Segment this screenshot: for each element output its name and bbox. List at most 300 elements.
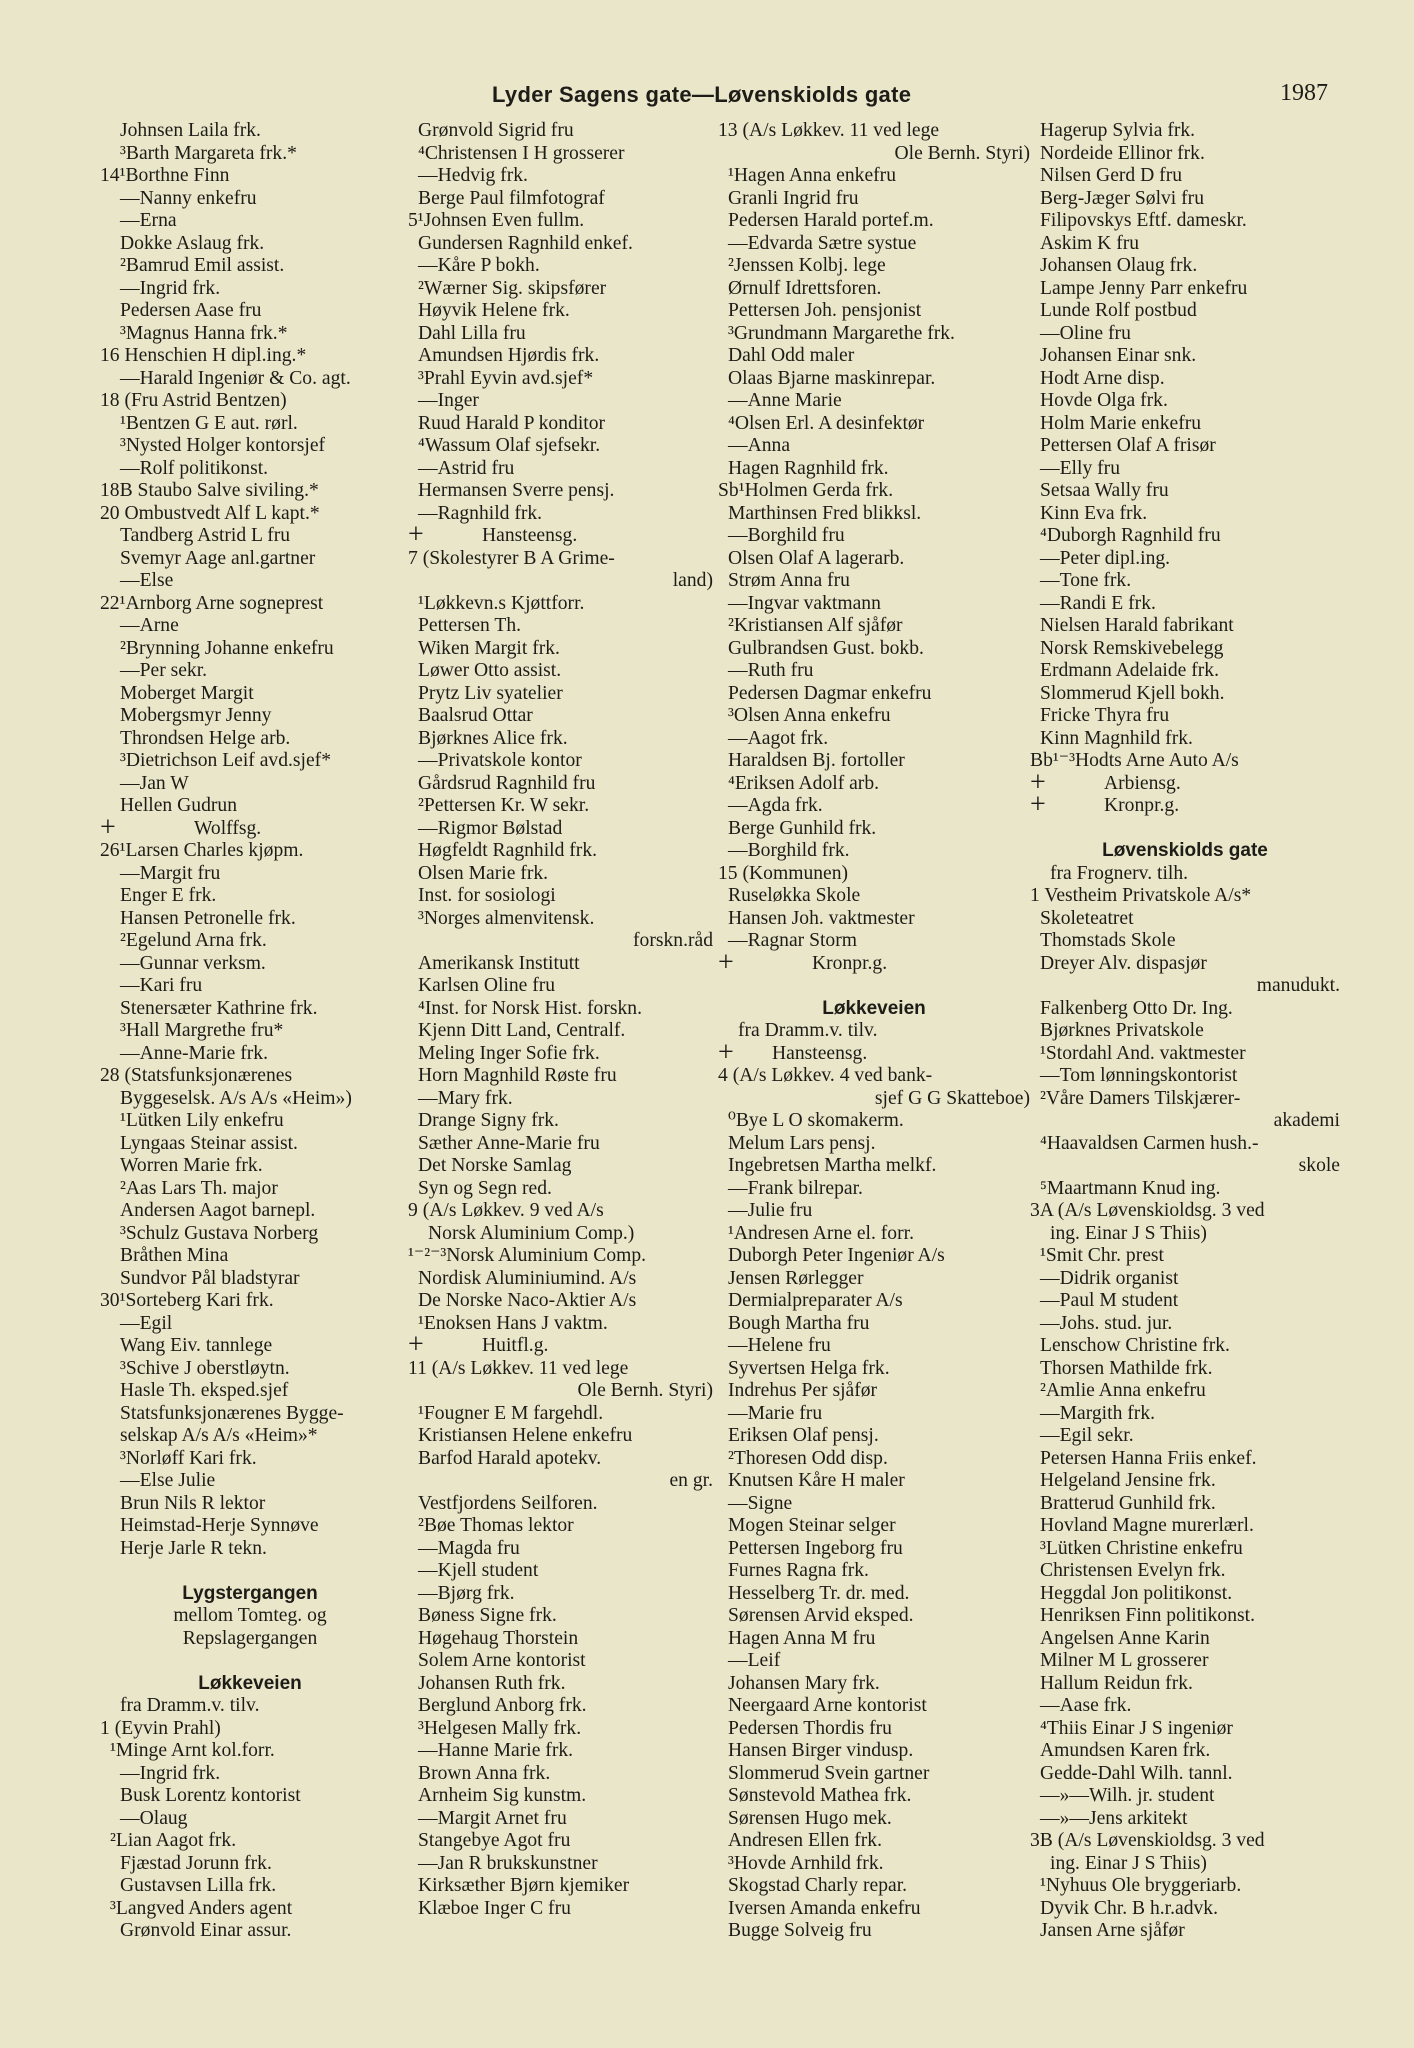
directory-entry: 1 (Eyvin Prahl)	[100, 1717, 221, 1739]
directory-entry: ¹⁻²⁻³Norsk Aluminium Comp.	[408, 1245, 647, 1266]
directory-entry: ²Lian Aagot frk.	[110, 1830, 237, 1851]
directory-entry: —Else Julie	[120, 1470, 216, 1491]
directory-entry: Høyvik Helene frk.	[418, 300, 570, 321]
directory-entry: Baalsrud Ottar	[418, 705, 533, 726]
directory-entry: Thorsen Mathilde frk.	[1040, 1357, 1213, 1379]
directory-entry: ²Aas Lars Th. major	[120, 1177, 278, 1199]
directory-entry: —Aagot frk.	[728, 727, 829, 749]
directory-entry: Norsk Aluminium Comp.)	[428, 1222, 635, 1244]
directory-entry: Haraldsen Bj. fortoller	[728, 750, 905, 771]
directory-entry: Sønstevold Mathea frk.	[728, 1785, 912, 1806]
directory-entry: Hermansen Sverre pensj.	[418, 480, 615, 501]
directory-entry: —Kåre P bokh.	[418, 255, 540, 276]
directory-entry: Statsfunksjonærenes Bygge-	[120, 1402, 344, 1424]
directory-entry: Grønvold Einar assur.	[120, 1920, 292, 1941]
cross-street-icon: +	[718, 1042, 734, 1065]
directory-entry: ²Bamrud Emil assist.	[120, 255, 285, 276]
directory-entry: Gundersen Ragnhild enkef.	[418, 232, 633, 254]
column-1	[100, 120, 400, 1943]
directory-entry: Slommerud Kjell bokh.	[1040, 682, 1225, 704]
street-heading: Løvenskiolds gate	[1102, 840, 1268, 861]
directory-entry: Berge Gunhild frk.	[728, 817, 877, 839]
directory-entry: ²Egelund Arna frk.	[120, 930, 267, 951]
directory-entry: —Gunnar verksm.	[120, 952, 266, 974]
entry-continuation: akademi	[1273, 1110, 1340, 1131]
cross-street-icon: +	[1030, 795, 1046, 818]
directory-entry: Gedde-Dahl Wilh. tannl.	[1040, 1762, 1233, 1784]
directory-entry: Askim K fru	[1040, 232, 1140, 254]
directory-entry: Hansen Joh. vaktmester	[728, 907, 915, 929]
directory-entry: Henriksen Finn politikonst.	[1040, 1605, 1255, 1626]
directory-entry: Høgfeldt Ragnhild frk.	[418, 840, 598, 861]
entry-continuation: Ole Bernh. Styri)	[894, 142, 1030, 164]
directory-entry: —»—Wilh. jr. student	[1040, 1785, 1215, 1806]
directory-entry: Neergaard Arne kontorist	[728, 1695, 927, 1716]
directory-entry: Wiken Margit frk.	[418, 637, 560, 659]
directory-entry: Syn og Segn red.	[418, 1177, 552, 1199]
directory-entry: 11 (A/s Løkkev. 11 ved lege	[408, 1357, 629, 1379]
directory-entry: ¹Enoksen Hans J vaktm.	[418, 1312, 608, 1334]
directory-entry: Johansen Einar snk.	[1040, 345, 1197, 366]
directory-entry: Filipovskys Eftf. dameskr.	[1040, 210, 1247, 231]
street-heading: Løkkeveien	[822, 997, 926, 1019]
directory-entry: Tandberg Astrid L fru	[120, 525, 291, 546]
directory-entry: —Rolf politikonst.	[120, 457, 269, 479]
directory-entry: ³Olsen Anna enkefru	[728, 705, 891, 726]
directory-entry: Hagen Anna M fru	[728, 1627, 876, 1649]
directory-entry: fra Dramm.v. tilv.	[120, 1695, 260, 1716]
directory-entry: Helgeland Jensine frk.	[1040, 1470, 1216, 1491]
directory-entry: 3A (A/s Løvenskioldsg. 3 ved	[1030, 1200, 1265, 1221]
directory-entry: Olaas Bjarne maskinrepar.	[728, 367, 936, 389]
directory-entry: —Tom lønningskontorist	[1040, 1065, 1238, 1086]
directory-entry: Hallum Reidun frk.	[1040, 1672, 1193, 1694]
cross-street-icon: +	[718, 952, 734, 975]
directory-entry: —Anne-Marie frk.	[120, 1042, 268, 1064]
directory-entry: Thomstads Skole	[1040, 930, 1176, 951]
directory-entry: Skoleteatret	[1040, 907, 1134, 929]
cross-street-label: Arbiensg.	[1104, 772, 1181, 794]
directory-entry: —Nanny enkefru	[120, 187, 257, 209]
directory-entry: —Aase frk.	[1040, 1695, 1132, 1716]
directory-entry: 13 (A/s Løkkev. 11 ved lege	[718, 120, 940, 141]
directory-entry: Bjørknes Privatskole	[1040, 1020, 1204, 1041]
directory-entry: —Johs. stud. jur.	[1040, 1312, 1173, 1334]
directory-entry: —Elly fru	[1040, 457, 1120, 479]
directory-entry: Hansen Birger vindusp.	[728, 1740, 914, 1761]
directory-entry: Worren Marie frk.	[120, 1155, 263, 1176]
directory-entry: —Randi E frk.	[1040, 592, 1156, 614]
directory-entry: —Signe	[728, 1492, 793, 1514]
directory-entry: ⁰Bye L O skomakerm.	[728, 1110, 904, 1131]
directory-entry: Iversen Amanda enkefru	[728, 1897, 921, 1919]
directory-entry: Sb¹Holmen Gerda frk.	[718, 480, 894, 501]
directory-entry: Bratterud Gunhild frk.	[1040, 1492, 1216, 1514]
directory-entry: Hagerup Sylvia frk.	[1040, 120, 1196, 141]
entry-continuation: forskn.råd	[633, 930, 713, 951]
directory-entry: ³Helgesen Mally frk.	[418, 1717, 582, 1739]
directory-entry: —Hanne Marie frk.	[418, 1740, 574, 1761]
directory-entry: Olsen Marie frk.	[418, 862, 549, 884]
directory-entry: —»—Jens arkitekt	[1040, 1807, 1188, 1829]
directory-entry: Dahl Lilla fru	[418, 322, 526, 344]
entry-continuation: skole	[1298, 1155, 1340, 1176]
directory-entry: Marthinsen Fred blikksl.	[728, 502, 922, 524]
directory-entry: Amerikansk Institutt	[418, 952, 580, 974]
directory-entry: ²Amlie Anna enkefru	[1040, 1380, 1206, 1401]
directory-entry: 4 (A/s Løkkev. 4 ved bank-	[718, 1065, 933, 1086]
directory-entry: —Egil sekr.	[1040, 1425, 1134, 1446]
directory-entry: ing. Einar J S Thiis)	[1050, 1852, 1207, 1874]
directory-entry: Brun Nils R lektor	[120, 1492, 266, 1514]
directory-entry: ⁴Olsen Erl. A desinfektør	[728, 412, 925, 434]
directory-entry: 18 (Fru Astrid Bentzen)	[100, 390, 287, 411]
directory-entry: Hovland Magne murerlærl.	[1040, 1515, 1254, 1536]
directory-entry: ¹Bentzen G E aut. rørl.	[120, 412, 298, 434]
directory-entry: —Hedvig frk.	[418, 165, 528, 186]
directory-entry: Andresen Ellen frk.	[728, 1830, 882, 1851]
directory-entry: Johansen Olaug frk.	[1040, 255, 1198, 276]
directory-entry: Lampe Jenny Parr enkefru	[1040, 277, 1248, 299]
directory-entry: Amundsen Hjørdis frk.	[418, 345, 600, 366]
directory-entry: ³Schulz Gustava Norberg	[120, 1222, 319, 1244]
directory-entry: ²Bøe Thomas lektor	[418, 1515, 574, 1536]
entry-continuation: land)	[672, 570, 713, 591]
directory-entry: 5¹Johnsen Even fullm.	[408, 210, 585, 231]
directory-entry: ¹Lütken Lily enkefru	[120, 1110, 284, 1131]
directory-entry: Milner M L grosserer	[1040, 1650, 1209, 1671]
directory-entry: 3B (A/s Løvenskioldsg. 3 ved	[1030, 1830, 1265, 1851]
directory-entry: —Julie fru	[728, 1200, 813, 1221]
directory-entry: ³Norløff Kari frk.	[120, 1447, 257, 1469]
directory-entry: Johansen Mary frk.	[728, 1672, 880, 1694]
directory-entry: —Magda fru	[418, 1537, 520, 1559]
directory-entry: Ruseløkka Skole	[728, 885, 861, 906]
directory-entry: Kirksæther Bjørn kjemiker	[418, 1875, 630, 1896]
directory-entry: ⁴Wassum Olaf sjefsekr.	[418, 435, 601, 456]
directory-entry: Bugge Solveig fru	[728, 1920, 872, 1941]
directory-entry: Horn Magnhild Røste fru	[418, 1065, 617, 1086]
directory-entry: Bjørknes Alice frk.	[418, 727, 568, 749]
directory-entry: Enger E frk.	[120, 885, 217, 906]
directory-entry: Bråthen Mina	[120, 1245, 229, 1266]
directory-entry: ²Wærner Sig. skipsfører	[418, 277, 607, 299]
directory-entry: 22¹Arnborg Arne sogneprest	[100, 592, 324, 614]
directory-entry: —Marie fru	[728, 1402, 823, 1424]
directory-entry: Vestfjordens Seilforen.	[418, 1492, 598, 1514]
cross-street-label: Hansteensg.	[772, 1042, 868, 1064]
directory-entry: Pedersen Aase fru	[120, 300, 262, 321]
directory-entry: ²Brynning Johanne enkefru	[120, 637, 334, 659]
cross-street	[1030, 773, 1340, 796]
directory-entry: ³Nysted Holger kontorsjef	[120, 435, 326, 456]
directory-entry: Inst. for sosiologi	[418, 885, 556, 906]
directory-entry: Gårdsrud Ragnhild fru	[418, 772, 596, 794]
directory-entry: —Margit fru	[120, 862, 221, 884]
street-heading: Lygstergangen	[182, 1582, 318, 1604]
directory-entry: 28 (Statsfunksjonærenes	[100, 1065, 293, 1086]
directory-entry: Kinn Magnhild frk.	[1040, 727, 1193, 749]
directory-entry: Bb¹⁻³Hodts Arne Auto A/s	[1030, 750, 1239, 771]
directory-entry: selskap A/s A/s «Heim»*	[120, 1425, 318, 1446]
directory-entry: —Margith frk.	[1040, 1402, 1156, 1424]
directory-entry: ⁴Haavaldsen Carmen hush.-	[1040, 1132, 1259, 1154]
directory-entry: Andersen Aagot barnepl.	[120, 1200, 316, 1221]
directory-entry: —Ingrid frk.	[120, 1762, 221, 1784]
spacer	[718, 975, 1030, 998]
directory-entry: Pettersen Olaf A frisør	[1040, 435, 1216, 456]
directory-entry: Setsaa Wally fru	[1040, 480, 1169, 501]
directory-entry: —Peter dipl.ing.	[1040, 547, 1171, 569]
directory-entry: Karlsen Oline fru	[418, 975, 556, 996]
directory-entry: ³Lütken Christine enkefru	[1040, 1537, 1243, 1559]
directory-entry: Furnes Ragna frk.	[728, 1560, 869, 1581]
directory-entry: Eriksen Olaf pensj.	[728, 1425, 879, 1446]
directory-entry: fra Frognerv. tilh.	[1050, 862, 1189, 884]
directory-entry: Solem Arne kontorist	[418, 1650, 586, 1671]
directory-entry: ⁴Eriksen Adolf arb.	[728, 772, 880, 794]
directory-entry: Hesselberg Tr. dr. med.	[728, 1582, 910, 1604]
directory-entry: Petersen Hanna Friis enkef.	[1040, 1447, 1257, 1469]
page-title: Lyder Sagens gate—Løvenskiolds gate	[492, 82, 912, 107]
directory-entry: ⁴Christensen I H grosserer	[418, 142, 625, 164]
directory-entry: ³Barth Margareta frk.*	[120, 142, 297, 164]
directory-entry: —Arne	[120, 615, 179, 636]
directory-entry: Lunde Rolf postbud	[1040, 300, 1197, 321]
directory-entry: Høgehaug Thorstein	[418, 1627, 579, 1649]
directory-entry: —Harald Ingeniør & Co. agt.	[120, 367, 351, 389]
directory-entry: Pettersen Th.	[418, 615, 522, 636]
directory-entry: Stangebye Agot fru	[418, 1830, 571, 1851]
directory-entry: Nilsen Gerd D fru	[1040, 165, 1183, 186]
street-description: mellom Tomteg. og	[173, 1605, 327, 1626]
directory-entry: 1 Vestheim Privatskole A/s*	[1030, 885, 1252, 906]
cross-street-label: Huitfl.g.	[482, 1335, 549, 1356]
directory-entry: ⁵Maartmann Knud ing.	[1040, 1177, 1221, 1199]
entry-continuation: sjef G G Skatteboe)	[874, 1087, 1030, 1109]
directory-entry: Amundsen Karen frk.	[1040, 1740, 1211, 1761]
directory-entry: —Leif	[728, 1650, 781, 1671]
directory-entry: ²Kristiansen Alf sjåfør	[728, 615, 903, 636]
cross-street-label: Kronpr.g.	[812, 952, 888, 974]
street-description: Repslagergangen	[182, 1627, 318, 1649]
directory-entry: Syvertsen Helga frk.	[728, 1357, 890, 1379]
cross-street	[718, 1043, 1030, 1066]
directory-entry: Lyngaas Steinar assist.	[120, 1132, 298, 1154]
directory-entry: —Egil	[120, 1312, 173, 1334]
directory-entry: Throndsen Helge arb.	[120, 727, 291, 749]
cross-street-icon: +	[408, 1335, 424, 1358]
directory-entry: Hellen Gudrun	[120, 795, 237, 816]
directory-entry: fra Dramm.v. tilv.	[738, 1020, 878, 1041]
directory-entry: —Else	[120, 570, 174, 591]
directory-entry: ³Grundmann Margarethe frk.	[728, 322, 955, 344]
cross-street	[718, 953, 1030, 976]
directory-entry: —Jan R brukskunstner	[418, 1852, 598, 1874]
directory-entry: Duborgh Peter Ingeniør A/s	[728, 1245, 945, 1266]
directory-entry: Ørnulf Idrettsforen.	[728, 277, 882, 299]
directory-entry: Kjenn Ditt Land, Centralf.	[418, 1020, 626, 1041]
cross-street-icon: +	[1030, 772, 1046, 795]
directory-entry: Brown Anna frk.	[418, 1762, 551, 1784]
directory-entry: Jensen Rørlegger	[728, 1267, 864, 1289]
directory-entry: Grønvold Sigrid fru	[418, 120, 574, 141]
cross-street	[408, 1335, 713, 1358]
directory-entry: Stenersæter Kathrine frk.	[120, 997, 318, 1019]
directory-entry: —Astrid fru	[418, 457, 515, 479]
directory-entry: Nielsen Harald fabrikant	[1040, 615, 1234, 636]
directory-entry: ²Thoresen Odd disp.	[728, 1447, 888, 1469]
directory-entry: —Kjell student	[418, 1560, 539, 1581]
directory-entry: Strøm Anna fru	[728, 570, 850, 591]
entry-continuation: manudukt.	[1256, 975, 1340, 996]
directory-entry: Nordeide Ellinor frk.	[1040, 142, 1205, 164]
directory-entry: Mogen Steinar selger	[728, 1515, 896, 1536]
spacer	[1030, 818, 1340, 841]
directory-entry: ³Hovde Arnhild frk.	[728, 1852, 884, 1874]
directory-entry: Jansen Arne sjåfør	[1040, 1920, 1185, 1941]
cross-street	[1030, 795, 1340, 818]
directory-entry: —Mary frk.	[418, 1087, 513, 1109]
cross-street-label: Hansteensg.	[482, 525, 578, 546]
directory-entry: ²Pettersen Kr. W sekr.	[418, 795, 590, 816]
directory-entry: Moberget Margit	[120, 682, 254, 704]
directory-entry: Pettersen Ingeborg fru	[728, 1537, 903, 1559]
street-heading: Løkkeveien	[198, 1672, 302, 1694]
directory-entry: Knutsen Kåre H maler	[728, 1470, 905, 1491]
directory-entry: ¹Løkkevn.s Kjøttforr.	[418, 592, 585, 614]
directory-entry: —Erna	[120, 210, 177, 231]
directory-entry: ⁴Duborgh Ragnhild fru	[1040, 525, 1221, 546]
directory-entry: ³Schive J oberstløytn.	[120, 1357, 290, 1379]
spacer	[100, 1650, 400, 1673]
directory-entry: Hasle Th. eksped.sjef	[120, 1380, 289, 1401]
directory-entry: ²Jenssen Kolbj. lege	[728, 255, 886, 276]
directory-entry: Erdmann Adelaide frk.	[1040, 660, 1220, 681]
directory-entry: Johansen Ruth frk.	[418, 1672, 566, 1694]
directory-entry: Berglund Anborg frk.	[418, 1695, 587, 1716]
directory-entry: ⁴Thiis Einar J S ingeniør	[1040, 1717, 1233, 1739]
directory-entry: 20 Ombustvedt Alf L kapt.*	[100, 502, 320, 524]
page-number: 1987	[1280, 80, 1328, 106]
directory-entry: Bøness Signe frk.	[418, 1605, 557, 1626]
directory-entry: ³Norges almenvitensk.	[418, 907, 595, 929]
column-4	[1030, 120, 1340, 1943]
directory-entry: Kristiansen Helene enkefru	[418, 1425, 633, 1446]
directory-entry: —Paul M student	[1040, 1290, 1179, 1311]
directory-entry: Kinn Eva frk.	[1040, 502, 1148, 524]
entry-continuation: en gr.	[669, 1470, 713, 1491]
directory-entry: Norsk Remskivebelegg	[1040, 637, 1224, 659]
directory-entry: —Inger	[418, 390, 479, 411]
directory-entry: 9 (A/s Løkkev. 9 ved A/s	[408, 1200, 604, 1221]
cross-street-icon: +	[100, 817, 116, 840]
directory-entry: Sundvor Pål bladstyrar	[120, 1267, 300, 1289]
directory-entry: Pedersen Thordis fru	[728, 1717, 892, 1739]
directory-entry: Sæther Anne-Marie fru	[418, 1132, 600, 1154]
directory-entry: Busk Lorentz kontorist	[120, 1785, 301, 1806]
directory-entry: ¹Smit Chr. prest	[1040, 1245, 1164, 1266]
directory-entry: Sørensen Arvid eksped.	[728, 1605, 914, 1626]
directory-entry: Hodt Arne disp.	[1040, 367, 1165, 389]
directory-entry: Arnheim Sig kunstm.	[418, 1785, 587, 1806]
cross-street-label: Kronpr.g.	[1104, 795, 1180, 816]
directory-entry: Pettersen Joh. pensjonist	[728, 300, 922, 321]
directory-entry: Hagen Ragnhild frk.	[728, 457, 889, 479]
directory-entry: Pedersen Harald portef.m.	[728, 210, 934, 231]
directory-entry: Berg-Jæger Sølvi fru	[1040, 187, 1204, 209]
directory-entry: 14¹Borthne Finn	[100, 165, 230, 186]
cross-street	[100, 818, 400, 841]
directory-entry: Byggeselsk. A/s A/s «Heim»)	[120, 1087, 352, 1109]
directory-entry: —Oline fru	[1040, 322, 1131, 344]
directory-entry: ing. Einar J S Thiis)	[1050, 1222, 1207, 1244]
directory-entry: —Ingrid frk.	[120, 277, 221, 299]
directory-entry: —Rigmor Bølstad	[418, 817, 563, 839]
directory-entry: Holm Marie enkefru	[1040, 412, 1202, 434]
directory-entry: —Ingvar vaktmann	[728, 592, 881, 614]
directory-entry: —Ruth fru	[728, 660, 814, 681]
directory-entry: Johnsen Laila frk.	[120, 120, 261, 141]
directory-entry: —Borghild frk.	[728, 840, 850, 861]
directory-entry: Heimstad-Herje Synnøve	[120, 1515, 319, 1536]
directory-entry: —Olaug	[120, 1807, 188, 1829]
directory-entry: —Kari fru	[120, 975, 203, 996]
directory-entry: Sørensen Hugo mek.	[728, 1807, 892, 1829]
directory-entry: ¹Stordahl And. vaktmester	[1040, 1042, 1246, 1064]
directory-entry: —Bjørg frk.	[418, 1582, 515, 1604]
directory-entry: Dermialpreparater A/s	[728, 1290, 903, 1311]
directory-entry: 16 Henschien H dipl.ing.*	[100, 345, 307, 366]
directory-entry: —Helene fru	[728, 1335, 831, 1356]
directory-entry: Fricke Thyra fru	[1040, 705, 1170, 726]
directory-entry: Hansen Petronelle frk.	[120, 907, 296, 929]
directory-entry: —Tone frk.	[1040, 570, 1132, 591]
directory-entry: Ruud Harald P konditor	[418, 412, 606, 434]
directory-entry: Mobergsmyr Jenny	[120, 705, 272, 726]
directory-entry: ³Magnus Hanna frk.*	[120, 322, 288, 344]
directory-entry: 30¹Sorteberg Kari frk.	[100, 1290, 274, 1311]
directory-entry: Bough Martha fru	[728, 1312, 870, 1334]
directory-entry: Heggdal Jon politikonst.	[1040, 1582, 1233, 1604]
directory-entry: ³Dietrichson Leif avd.sjef*	[120, 750, 331, 771]
entry-continuation: Ole Bernh. Styri)	[577, 1380, 713, 1401]
directory-entry: Melum Lars pensj.	[728, 1132, 876, 1154]
directory-entry: Pedersen Dagmar enkefru	[728, 682, 932, 704]
directory-entry: ¹Hagen Anna enkefru	[728, 165, 897, 186]
directory-entry: —Didrik organist	[1040, 1267, 1179, 1289]
directory-entry: Angelsen Anne Karin	[1040, 1627, 1210, 1649]
directory-entry: —Margit Arnet fru	[418, 1807, 567, 1829]
directory-entry: ³Langved Anders agent	[110, 1897, 293, 1919]
directory-entry: Dyvik Chr. B h.r.advk.	[1040, 1897, 1218, 1919]
directory-entry: Fjæstad Jorunn frk.	[120, 1852, 272, 1874]
cross-street-icon: +	[408, 525, 424, 548]
directory-entry: —Borghild fru	[728, 525, 845, 546]
directory-entry: Olsen Olaf A lagerarb.	[728, 547, 905, 569]
column-2	[408, 120, 713, 1920]
directory-entry: Løwer Otto assist.	[418, 660, 562, 681]
directory-entry: ⁴Inst. for Norsk Hist. forskn.	[418, 997, 642, 1019]
directory-entry: ¹Fougner E M fargehdl.	[418, 1402, 604, 1424]
directory-entry: Prytz Liv syatelier	[418, 682, 563, 704]
directory-entry: Wang Eiv. tannlege	[120, 1335, 273, 1356]
directory-entry: 7 (Skolestyrer B A Grime-	[408, 547, 615, 569]
directory-entry: De Norske Naco-Aktier A/s	[418, 1290, 637, 1311]
directory-entry: Dreyer Alv. dispasjør	[1040, 952, 1207, 974]
directory-entry: —Per sekr.	[120, 660, 208, 681]
directory-entry: Svemyr Aage anl.gartner	[120, 547, 316, 569]
